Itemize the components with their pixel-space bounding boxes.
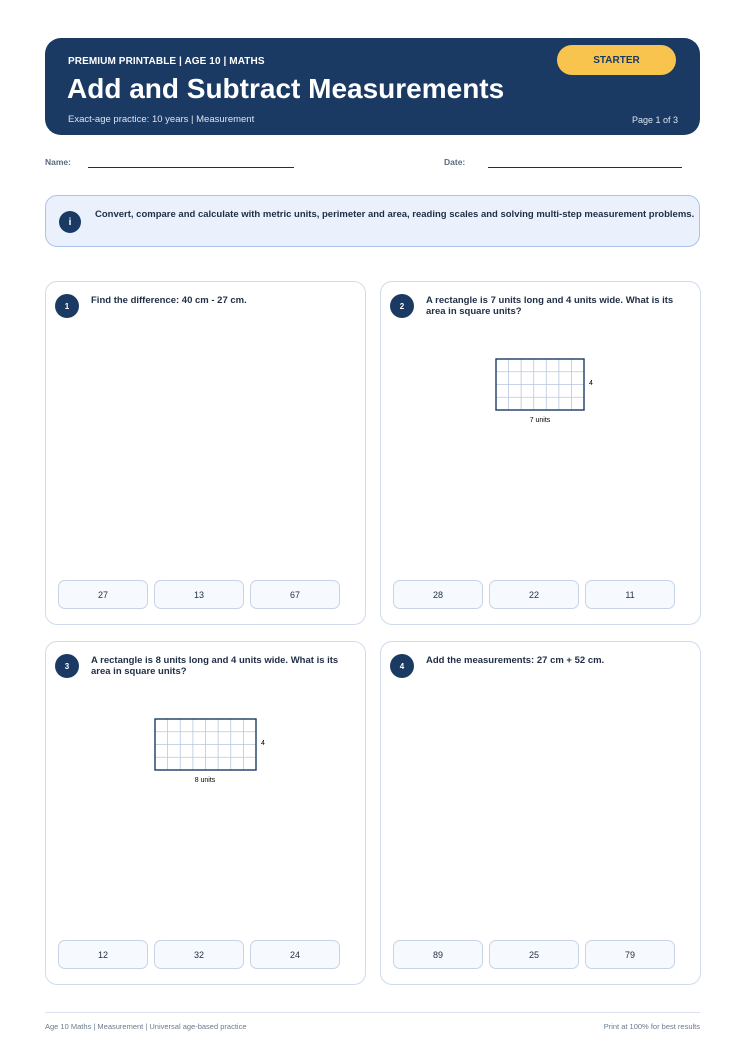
answer-options — [393, 940, 675, 969]
level-badge: STARTER — [557, 45, 676, 75]
answer-option[interactable]: 27 — [58, 580, 148, 609]
answer-option[interactable]: 89 — [393, 940, 483, 969]
answer-option[interactable]: 67 — [250, 580, 340, 609]
height-label: 4 — [589, 380, 593, 387]
answer-option[interactable]: 25 — [489, 940, 579, 969]
question-text: A rectangle is 8 units long and 4 units wide. What is its area in square units? — [91, 655, 339, 677]
rectangle-grid-figure — [146, 714, 276, 789]
height-label: 4 — [261, 740, 265, 747]
answer-option[interactable]: 12 — [58, 940, 148, 969]
name-label: Name: — [45, 157, 71, 167]
answer-option[interactable]: 28 — [393, 580, 483, 609]
worksheet-header — [45, 38, 700, 135]
question-card-1 — [45, 281, 366, 625]
question-number: 1 — [55, 294, 79, 318]
question-number: 2 — [390, 294, 414, 318]
header-kicker: PREMIUM PRINTABLE | AGE 10 | MATHS — [68, 56, 265, 67]
grid-lines — [496, 359, 584, 410]
question-text: Add the measurements: 27 cm + 52 cm. — [426, 655, 605, 666]
answer-option[interactable]: 22 — [489, 580, 579, 609]
answer-option[interactable]: 79 — [585, 940, 675, 969]
answer-option[interactable]: 24 — [250, 940, 340, 969]
footer-right-text: Print at 100% for best results — [603, 1022, 700, 1031]
footer-left-text: Age 10 Maths | Measurement | Universal age-based practice — [45, 1022, 247, 1031]
date-line — [488, 167, 682, 168]
answer-options — [58, 580, 340, 609]
question-number: 4 — [390, 654, 414, 678]
page-title: Add and Subtract Measurements — [67, 73, 505, 104]
question-text: A rectangle is 7 units long and 4 units wide. What is its area in square units? — [426, 295, 674, 317]
question-card-2 — [380, 281, 701, 625]
answer-option[interactable]: 32 — [154, 940, 244, 969]
answer-options — [58, 940, 340, 969]
name-line — [88, 167, 294, 168]
answer-option[interactable]: 13 — [154, 580, 244, 609]
question-text: Find the difference: 40 cm - 27 cm. — [91, 295, 247, 306]
instructions-box — [45, 195, 700, 247]
page-number: Page 1 of 3 — [631, 115, 678, 125]
question-card-4 — [380, 641, 701, 985]
date-label: Date: — [444, 157, 466, 167]
answer-options — [393, 580, 675, 609]
header-subtitle: Exact-age practice: 10 years | Measurement — [68, 114, 255, 125]
rectangle-grid-figure — [486, 354, 606, 429]
question-number: 3 — [55, 654, 79, 678]
width-label: 7 units — [529, 417, 551, 424]
width-label: 8 units — [194, 777, 216, 784]
instructions-text: Convert, compare and calculate with metric units, perimeter and area, reading scales and solving multi-step measurement problems. — [95, 209, 695, 220]
grid-lines — [155, 719, 256, 770]
info-icon: i — [59, 211, 81, 233]
answer-option[interactable]: 11 — [585, 580, 675, 609]
footer-divider — [45, 1012, 700, 1013]
question-card-3 — [45, 641, 366, 985]
